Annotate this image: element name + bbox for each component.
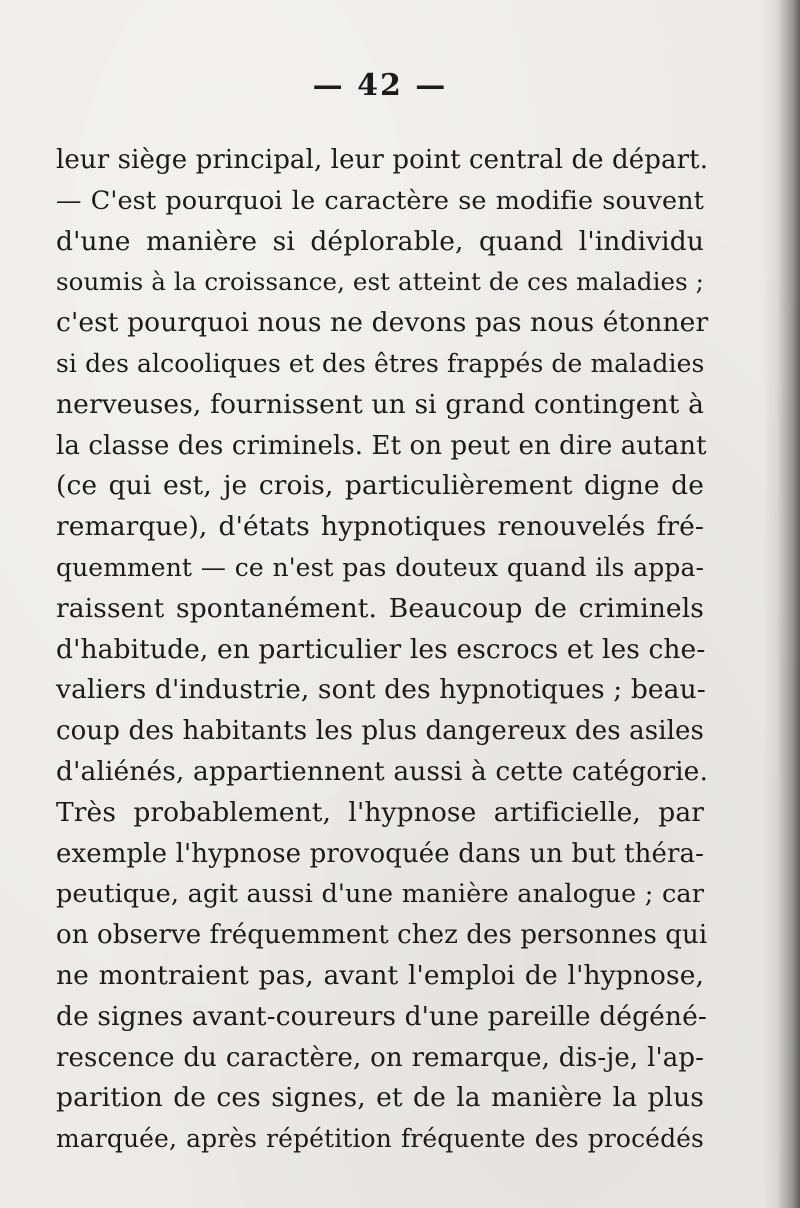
text-line: marquée, après répétition fréquente des procédés <box>56 1124 704 1154</box>
binding-shadow <box>762 0 800 1208</box>
text-line: peutique, agit aussi d'une manière analogue ; car <box>56 879 704 910</box>
text-line: leur siège principal, leur point central de départ. <box>56 145 709 175</box>
text-line: parition de ces signes, et de la manière la plus <box>56 1082 704 1114</box>
text-line: exemple l'hypnose provoquée dans un but théra- <box>56 838 704 869</box>
text-line: de signes avant-coureurs d'une pareille dégéné- <box>56 1000 707 1032</box>
text-line: valiers d'industrie, sont des hypnotiques ; beau- <box>56 674 706 706</box>
text-line: la classe des criminels. Et on peut en dire autant <box>56 430 707 461</box>
text-line: (ce qui est, je crois, particulièrement digne de <box>56 470 704 502</box>
text-line: quemment — ce n'est pas douteux quand ils appa- <box>56 552 704 582</box>
text-line: c'est pourquoi nous ne devons pas nous étonner <box>56 307 709 339</box>
page-number: — 42 — <box>312 68 448 103</box>
text-line: soumis à la croissance, est atteint de ces maladies ; <box>56 267 705 297</box>
text-line: d'aliénés, appartiennent aussi à cette catégorie. <box>56 755 708 787</box>
text-line: d'une manière si déplorable, quand l'individu <box>56 225 704 257</box>
text-line: — C'est pourquoi le caractère se modifie souvent <box>56 185 704 216</box>
text-line: rescence du caractère, on remarque, dis-je, l'ap- <box>56 1042 704 1073</box>
text-line: nerveuses, fournissent un si grand contingent à <box>56 388 704 420</box>
body-text <box>56 140 709 1160</box>
text-line: on observe fréquemment chez des personnes qui <box>56 920 708 951</box>
text-line: d'habitude, en particulier les escrocs et les che- <box>56 633 706 665</box>
text-line: remarque), d'états hypnotiques renouvelés fré- <box>56 511 704 543</box>
text-line: ne montraient pas, avant l'emploi de l'hypnose, <box>56 959 704 991</box>
text-line: raissent spontanément. Beaucoup de criminels <box>56 592 704 624</box>
text-line: coup des habitants les plus dangereux des asiles <box>56 716 704 747</box>
text-line: Très probablement, l'hypnose artificielle, par <box>56 796 704 828</box>
text-line: si des alcooliques et des êtres frappés de maladies <box>56 348 705 378</box>
